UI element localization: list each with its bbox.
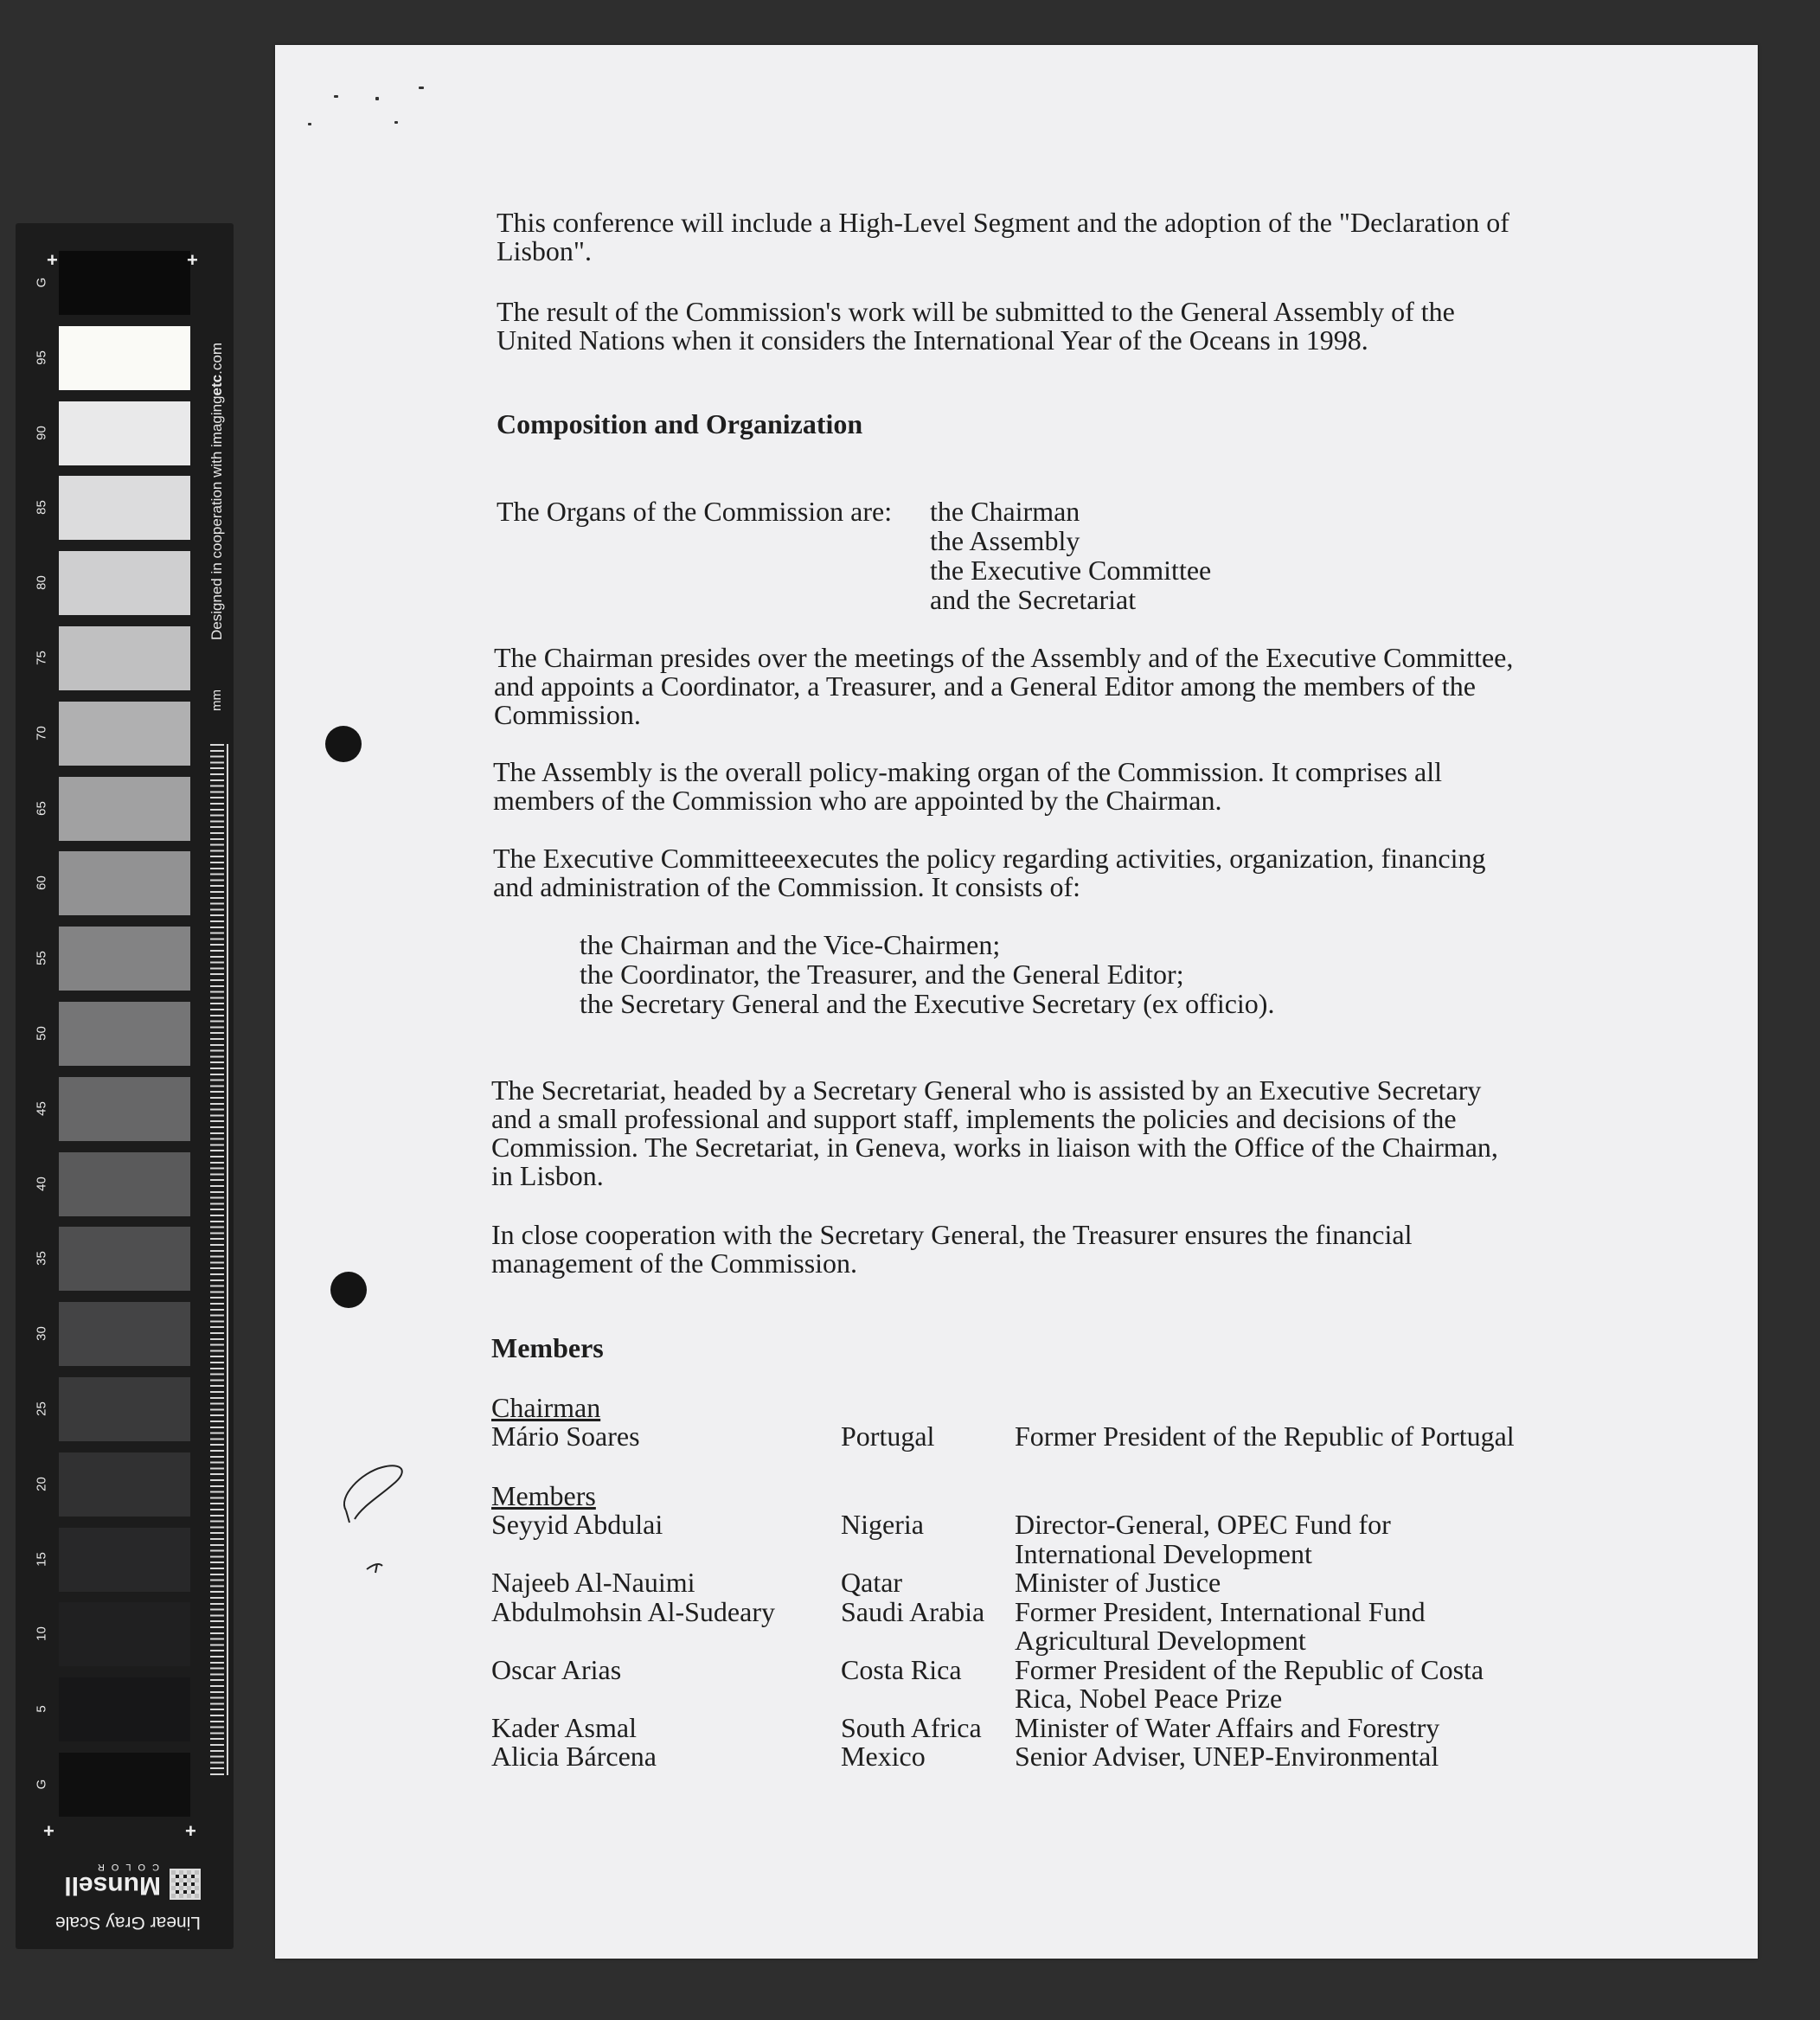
member-name: Oscar Arias — [491, 1653, 622, 1685]
gray-patch — [59, 927, 190, 991]
gray-patch — [59, 702, 190, 766]
member-name: Abdulmohsin Al-Sudeary — [491, 1595, 775, 1627]
gray-patch — [59, 1528, 190, 1592]
paragraph-line: In close cooperation with the Secretary General, the Treasurer ensures the financial — [491, 1219, 1413, 1250]
gray-patch — [59, 1602, 190, 1666]
brand-title: Linear Gray Scale — [54, 1913, 201, 1933]
gray-patch-label: 70 — [34, 725, 49, 741]
speck — [394, 121, 398, 124]
member-name: Alicia Bárcena — [491, 1741, 657, 1772]
gray-patch-label: 35 — [34, 1251, 49, 1267]
punch-hole — [325, 726, 362, 762]
gray-patch — [59, 1227, 190, 1291]
gray-patch — [59, 251, 190, 315]
member-role: Former President of the Republic of Costa — [1015, 1653, 1484, 1685]
member-name: Kader Asmal — [491, 1711, 637, 1743]
punch-hole — [330, 1272, 367, 1308]
gray-patch — [59, 551, 190, 615]
paragraph-line: The result of the Commission's work will be submitted to the General Assembly of the — [497, 296, 1455, 327]
gray-patch-label: 15 — [34, 1551, 49, 1567]
gray-patch — [59, 851, 190, 915]
gray-patch-label: 65 — [34, 800, 49, 816]
paragraph-line: Lisbon". — [497, 235, 592, 266]
document-page — [275, 45, 1758, 1959]
paragraph-line: This conference will include a High-Level Segment and the adoption of the "Declaration of — [497, 207, 1509, 238]
gray-patch-label: 85 — [34, 500, 49, 516]
member-country: Saudi Arabia — [841, 1595, 985, 1627]
section-heading: Composition and Organization — [497, 408, 863, 439]
member-role: Minister of Justice — [1015, 1567, 1221, 1598]
speck — [419, 87, 424, 89]
brand-name: Munsell — [64, 1871, 161, 1900]
gray-patch — [59, 1302, 190, 1366]
paragraph-line: and a small professional and support staff, implements the policies and decisions of the — [491, 1103, 1457, 1134]
plus-mark: + — [185, 1820, 196, 1842]
member-country: South Africa — [841, 1711, 982, 1743]
gray-patch-label: 95 — [34, 349, 49, 365]
paragraph-line: in Lisbon. — [491, 1160, 604, 1191]
member-country: Mexico — [841, 1741, 926, 1772]
munsell-logo-icon — [170, 1869, 201, 1900]
plus-mark: + — [43, 1820, 54, 1842]
organ-item: the Chairman — [930, 496, 1080, 527]
member-name: Mário Soares — [491, 1420, 640, 1452]
member-role: Rica, Nobel Peace Prize — [1015, 1683, 1283, 1714]
member-country: Nigeria — [841, 1509, 924, 1540]
organ-item: the Executive Committee — [930, 555, 1212, 586]
gray-patch — [59, 401, 190, 465]
organ-item: and the Secretariat — [930, 584, 1137, 615]
paragraph-line: Commission. — [494, 699, 641, 730]
paragraph-line: The Chairman presides over the meetings of the Assembly and of the Executive Committee, — [494, 642, 1514, 673]
paragraph-line: The Secretariat, headed by a Secretary General who is assisted by an Executive Secretary — [491, 1074, 1482, 1106]
gray-patch — [59, 1677, 190, 1741]
member-role: Senior Adviser, UNEP-Environmental — [1015, 1741, 1439, 1772]
gray-patch-label: 60 — [34, 875, 49, 891]
plus-mark: + — [47, 249, 58, 271]
speck — [334, 95, 338, 98]
gray-patch-label: 50 — [34, 1026, 49, 1041]
gray-patch-label: 10 — [34, 1626, 49, 1642]
gray-patch-label: G — [34, 277, 49, 288]
gray-patch — [59, 1377, 190, 1441]
gray-patch-label: 25 — [34, 1401, 49, 1416]
gray-patch — [59, 1452, 190, 1517]
member-country: Portugal — [841, 1420, 935, 1452]
gray-patch-label: G — [34, 1779, 49, 1790]
gray-patch — [59, 326, 190, 390]
member-role: Agricultural Development — [1015, 1625, 1306, 1656]
gray-patch-label: 45 — [34, 1100, 49, 1116]
ruler-edge — [227, 744, 228, 1775]
subheading-members: Members — [491, 1480, 596, 1511]
mm-label: mm — [209, 689, 224, 711]
gray-patch-label: 5 — [34, 1705, 49, 1713]
credit-bold: etc — [208, 374, 225, 396]
member-name: Najeeb Al-Nauimi — [491, 1567, 695, 1598]
organ-item: the Assembly — [930, 525, 1080, 556]
gray-patch — [59, 1002, 190, 1066]
member-country: Qatar — [841, 1567, 903, 1598]
gray-patch-label: 40 — [34, 1176, 49, 1191]
exec-list-item: the Chairman and the Vice-Chairmen; — [580, 929, 1001, 960]
credit-text: Designed in cooperation with imaging — [208, 395, 225, 640]
paragraph-line: members of the Commission who are appointed by the Chairman. — [493, 785, 1222, 816]
subheading-chairman: Chairman — [491, 1392, 601, 1423]
munsell-brand — [43, 1860, 208, 1938]
gray-patch — [59, 1753, 190, 1817]
brand-sub: COLOR — [90, 1862, 159, 1872]
paragraph-line: The Executive Committeeexecutes the policy regarding activities, organization, financing — [493, 843, 1486, 874]
speck — [375, 97, 379, 100]
member-role: Former President, International Fund — [1015, 1595, 1426, 1627]
member-role: Director-General, OPEC Fund for — [1015, 1509, 1391, 1540]
member-name: Seyyid Abdulai — [491, 1509, 663, 1540]
paragraph-line: and administration of the Commission. It consists of: — [493, 871, 1081, 902]
speck — [308, 123, 311, 125]
paragraph-line: Commission. The Secretariat, in Geneva, works in liaison with the Office of the Chairman, — [491, 1132, 1498, 1163]
exec-list-item: the Secretary General and the Executive Secretary (ex officio). — [580, 988, 1275, 1019]
gray-patch-label: 80 — [34, 575, 49, 591]
member-role: Minister of Water Affairs and Forestry — [1015, 1711, 1440, 1743]
exec-list-item: the Coordinator, the Treasurer, and the General Editor; — [580, 959, 1184, 990]
gray-patch-label: 20 — [34, 1476, 49, 1491]
gray-scale-card — [16, 223, 234, 1949]
gray-patch-label: 30 — [34, 1326, 49, 1342]
credit-suffix: .com — [208, 343, 225, 375]
paragraph-line: management of the Commission. — [491, 1247, 858, 1279]
gray-patch-label: 90 — [34, 425, 49, 440]
gray-patch — [59, 777, 190, 841]
member-role: Former President of the Republic of Portugal — [1015, 1420, 1515, 1452]
section-heading: Members — [491, 1332, 604, 1363]
paragraph-line: and appoints a Coordinator, a Treasurer, and a General Editor among the members of the — [494, 670, 1476, 702]
member-country: Costa Rica — [841, 1653, 962, 1685]
mm-ruler — [210, 744, 233, 1775]
gray-patch — [59, 1077, 190, 1141]
gray-patch — [59, 626, 190, 690]
paragraph-line: United Nations when it considers the International Year of the Oceans in 1998. — [497, 324, 1368, 356]
gray-patch-label: 55 — [34, 951, 49, 966]
paragraph-line: The Assembly is the overall policy-making organ of the Commission. It comprises all — [493, 756, 1443, 787]
gray-patch — [59, 1152, 190, 1216]
gray-patch-label: 75 — [34, 651, 49, 665]
member-role: International Development — [1015, 1537, 1312, 1569]
organs-label: The Organs of the Commission are: — [497, 496, 893, 527]
plus-mark: + — [187, 249, 198, 271]
gray-patch — [59, 476, 190, 540]
pencil-mark — [336, 1446, 439, 1619]
